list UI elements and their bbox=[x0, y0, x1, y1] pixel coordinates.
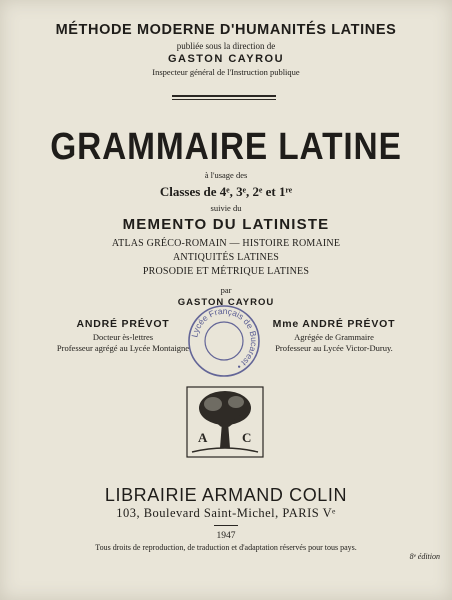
book-title: GRAMMAIRE LATINE bbox=[50, 126, 402, 168]
coauthor-degree: Docteur ès-lettres bbox=[92, 332, 154, 342]
coauthor-name: Mme ANDRÉ PRÉVOT bbox=[272, 318, 396, 330]
classes-line: Classes de 4ᵉ, 3ᵉ, 2ᵉ et 1ʳᵉ bbox=[159, 184, 293, 199]
coauthor-position: Professeur agrégé au Lycée Montaigne bbox=[56, 343, 190, 353]
coauthor-position: Professeur au Lycée Victor-Duruy. bbox=[275, 343, 393, 353]
publisher-address: 103, Boulevard Saint-Michel, PARIS Vᵉ bbox=[116, 506, 336, 520]
library-stamp-icon bbox=[186, 303, 262, 379]
divider-rule bbox=[172, 95, 276, 97]
rights-notice: Tous droits de reproduction, de traduction et d'adaptation réservés pour tous pays. bbox=[95, 543, 357, 552]
contents-line: ANTIQUITÉS LATINES bbox=[172, 252, 280, 263]
short-rule bbox=[214, 525, 238, 526]
by-label: par bbox=[220, 285, 232, 295]
series-director: GASTON CAYROU bbox=[167, 53, 285, 65]
publication-year: 1947 bbox=[216, 531, 236, 541]
publisher-name: LIBRAIRIE ARMAND COLIN bbox=[104, 485, 348, 505]
companion-title: MEMENTO DU LATINISTE bbox=[122, 216, 330, 233]
divider-rule-thin bbox=[172, 99, 276, 100]
contents-line: PROSODIE ET MÉTRIQUE LATINES bbox=[142, 266, 310, 277]
contents-line: ATLAS GRÉCO-ROMAIN — HISTOIRE ROMAINE bbox=[111, 238, 341, 249]
coauthor-name: ANDRÉ PRÉVOT bbox=[76, 318, 170, 330]
usage-note: à l'usage des bbox=[204, 170, 248, 180]
svg-text:Lycée Français de Bucarest •: Lycée Français de Bucarest • bbox=[189, 305, 260, 372]
tree-emblem-icon bbox=[186, 386, 264, 458]
edition-label: 8ᵉ édition bbox=[409, 552, 440, 561]
svg-text:C: C bbox=[242, 430, 252, 445]
svg-text:A: A bbox=[198, 430, 208, 445]
coauthor-degree: Agrégée de Grammaire bbox=[294, 332, 374, 342]
series-name: MÉTHODE MODERNE D'HUMANITÉS LATINES bbox=[55, 22, 397, 38]
author-name: GASTON CAYROU bbox=[177, 297, 275, 308]
director-title: Inspecteur général de l'Instruction publique bbox=[152, 67, 300, 77]
published-under: publiée sous la direction de bbox=[176, 41, 276, 51]
followed-by: suivie du bbox=[210, 203, 242, 213]
